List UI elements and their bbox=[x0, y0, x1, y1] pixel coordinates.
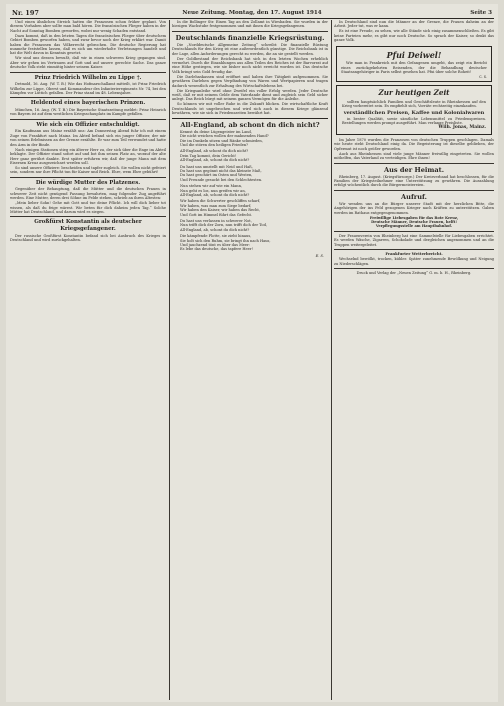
poem-line: Nun trifft dich der Zorn, nun trifft dich der Tod, bbox=[180, 223, 268, 228]
article-paragraph: Im Jahre 1870 wurden die Franzosen von deutschen Truppen geschlagen. Damals wie heute steht Deutschland einig da. Die Begeisterung ist dieselbe geblieben, der Opfermut ist noch größer geworden. bbox=[334, 137, 494, 151]
ad-signature: Wilh. Jonas, Mainz. bbox=[438, 125, 486, 131]
article-paragraph: Die Darlehnskassen sind eröffnet und haben ihre Tätigkeit aufgenommen. Sie gewähren Darlehen gegen Verpfändung von Waren und Wertpapieren und tragen dadurch wesentlich zur Erhaltung des Wirtschaftslebens bei. bbox=[172, 74, 328, 88]
poem-line: All-England, ab, schont du dich nicht? bbox=[180, 227, 250, 232]
issue-number: Nr. 197 bbox=[12, 9, 39, 17]
poem-line: Du hast uns umstellt mit Neid und Haß, bbox=[180, 164, 253, 169]
masthead-dateline: Neue Zeitung. Montag, den 17. August 1914 bbox=[182, 10, 322, 16]
ad-headline: Zur heutigen Zeit bbox=[378, 88, 450, 98]
poem-signature: E. S. bbox=[315, 253, 324, 258]
poem-line: Die nicht weichen wollen der mahnenden Hand? bbox=[180, 134, 269, 139]
poem-line: Kennst du deine Lügengeister im Land, bbox=[180, 129, 252, 134]
article-paragraph: Rheinberg, 17. August. (Kriegsfürsorge.) Der Kreisverband hat beschlossen, für die Familien der Kriegsteilnehmer eine Unterstützung zu gewähren. Die Auszahlung erfolgt wöchentlich durch die Bürgermeistereien. bbox=[334, 174, 494, 188]
article-headline: Aus der Heimat. bbox=[383, 165, 444, 174]
column-2 bbox=[172, 20, 328, 700]
poem-stanza bbox=[180, 165, 328, 183]
poem-line: All-England, ab schont du dich nicht? bbox=[180, 149, 249, 154]
article-paragraph: Die „Norddeutsche Allgemeine Zeitung“ schreibt: Die finanzielle Rüstung Deutschlands für den Krieg ist eine außerordentlich günstige. Die Reichsbank ist in der Lage, allen Anforderungen gerecht zu werden, die an sie gestellt werden. bbox=[172, 42, 328, 56]
poem-line: Du hast uns verlassen in schwerer Not, bbox=[180, 219, 252, 223]
article-headline: Die würdige Mutter des Platzenes. bbox=[35, 179, 141, 186]
article-paragraph: Der russische Großfürst Konstantin befand sich bei Ausbruch des Krieges in Deutschland und wird zurückgehalten. bbox=[10, 233, 166, 242]
poem-line: Nun geht es los, nun greifen wir an, bbox=[180, 188, 246, 193]
article-paragraph: Wechselnd bewölkt, trocken, kühler. Später zunehmende Bewölkung und Neigung zu Niederschlägen. bbox=[334, 257, 494, 266]
article-paragraph: „Mein lieber Sohn! Gehe mit Gott und tue deine Pflicht. Ich will dich lieber tot wissen, als daß du feige wärest. Wir beten für dich daheim jeden Tag.“ Solche Mütter hat Deutschland, und darum wird es siegen. bbox=[10, 201, 166, 214]
poem-line: Die kämpfende Flotte, sie zieht hinaus, bbox=[180, 234, 252, 239]
poem-line: Und jauchzend tönt es über das Meer: bbox=[180, 243, 250, 248]
notice-line: Verpflegungsstelle am Hauptbahnhof. bbox=[375, 224, 453, 229]
poem-stanza bbox=[180, 219, 328, 232]
notice-headline: Pfui Deiwel! bbox=[386, 49, 442, 60]
article-paragraph: Die Kriegsanleihe wird ohne Zweifel ein voller Erfolg werden. Jeder Deutsche weiß, daß er mit seinem Gelde dem Vaterlande dient und zugleich sein Geld sicher anlegt. Das Reich bürgt mit seinem ganzen Vermögen für die Anleihe. bbox=[172, 88, 328, 102]
article-paragraph: Auch aus Rheinhessen sind viele junge Männer freiwillig eingetreten. Sie wollen mithelfen, das Vaterland zu verteidigen. Ehre ihnen! bbox=[334, 151, 494, 161]
ad-text: in bester Qualität, sowie sämtliche Lebensmittel zu Friedenspreisen. Bestellungen werden prompt ausgeführt. Man verlange Preisliste. bbox=[342, 116, 486, 126]
newspaper-page bbox=[6, 4, 498, 702]
poem-line: Wir haben, was man zum Siege bedarf, bbox=[180, 203, 252, 208]
poem-line: All-England, ab, schont du dich nicht? bbox=[180, 192, 250, 197]
poem-line: Und die stören den heiligen Frieden? bbox=[180, 142, 249, 147]
notice-signature: C. S. bbox=[479, 74, 487, 79]
page-header bbox=[10, 7, 494, 19]
ad-text: sollten hauptsächlich Familien und Geschäftsleute in Rheinhessen auf den Krieg vorbereitet sein. Es empfiehlt sich, Vorräte rechtzeitig einzukaufen. bbox=[342, 99, 486, 109]
imprint: Druck und Verlag der „Neuen Zeitung“ G. m. b. H., Rheinberg. bbox=[356, 271, 472, 276]
article-paragraph: Nach einigen Stationen stieg ein älterer Herr zu, der sich über die Enge im Abteil beklagte. Der Offizier stand sofort auf und bot ihm seinen Platz an, worauf der alte Herr ganz gerührt dankte. Erst später erfuhren wir, daß der junge Mann mit dem Eisernen Kreuz ausgezeichnet werden soll. bbox=[10, 147, 166, 165]
poem-stanza bbox=[180, 184, 328, 197]
article-paragraph: Detmold, 16. Aug. (W. T. B.) Wie das Hofmarschallamt mitteilt, ist Prinz Friedrich Wilhelm zur Lippe, Oberst und Kommandeur des Infanterieregiments Nr. 74, bei den Kämpfen vor Lüttich gefallen. Der Prinz stand im 48. Lebensjahre. bbox=[10, 82, 166, 96]
article-headline: Aufruf. bbox=[401, 192, 427, 201]
poem-line: Nun stehen wir auf wie ein Mann, bbox=[180, 184, 243, 189]
article-headline: Prinz Friedrich Wilhelm zu Lippe †. bbox=[34, 74, 142, 81]
poem-line: Du hast uns gegönnt nicht das kleinste Maß, bbox=[180, 168, 262, 173]
article-paragraph: München, 16. Aug. (W. T. B.) Die Bayerische Staatszeitung meldet: Prinz Heinrich von Bayern ist auf dem westlichen Kriegsschauplatz im Kampfe gefallen. bbox=[10, 108, 166, 117]
article-paragraph: Ein Kaufmann aus Mainz erzählt uns: Am Donnerstag Abend fuhr ich mit einem Zuge von Frankfurt nach Mainz. Im Abteil befand sich ein junger Offizier, der mir von seinen Erlebnissen an der Grenze erzählte. Er war zum Teil verwundet und hatte den Arm in der Binde. bbox=[10, 129, 166, 147]
article-headline: Deutschlands finanzielle Kriegsrüstung. bbox=[175, 33, 325, 42]
article-paragraph: Der Goldbestand der Reichsbank hat sich in den letzten Wochen erheblich vermehrt. Durch die Einzahlungen aus allen Teilen des Reiches ist der Barvorrat auf eine Höhe gestiegen, wie sie bisher noch nicht erreicht worden ist. Das deutsche Volk bringt sein Gold freudig dar. bbox=[172, 56, 328, 74]
poem-line: Es lebe das deutsche, das tapfere Heer! bbox=[180, 247, 253, 252]
poem-line: Wir haben die Schwerter geschliffen scharf, bbox=[180, 199, 261, 204]
poem-line: All-England, ab, schont du dich nicht? bbox=[180, 158, 250, 163]
page-number: Seite 3 bbox=[470, 10, 492, 16]
ad-highlight: verständlichen Preisen, Kaffee und Kolonialwaren bbox=[343, 109, 485, 116]
article-paragraph: So können wir mit voller Ruhe in die Zukunft blicken. Die wirtschaftliche Kraft Deutschlands ist ungebrochen und wird sich auch in diesem Kriege glänzend bewähren, wie sie sich in Friedenszeiten bewährt hat. bbox=[172, 102, 328, 116]
poem-line: Und Freunde gesucht bei den Schlechtesten. bbox=[180, 177, 263, 182]
article-paragraph: Wir sind uns dessen bewußt, daß wir in einen schweren Krieg gegangen sind. Aber wir gehen im Vertrauen auf Gott und auf unsere gerechte Sache. Das ganze deutsche Volk steht einmütig hinter seinem Kaiser. bbox=[10, 56, 166, 70]
poem-title: All-England, ab schont dn dich nicht? bbox=[180, 120, 320, 129]
article-paragraph: Es ist eine Freude, zu sehen, wie alle Stände sich einig zusammenschließen. Es gibt keine Parteien mehr, es gibt nur noch Deutsche. So sprach der Kaiser, so denkt das ganze Volk. bbox=[334, 29, 494, 43]
poem-line: Die im Dunkeln sitzen und Ränke schmieden, bbox=[180, 138, 263, 143]
poem bbox=[172, 130, 328, 252]
column-3 bbox=[334, 20, 494, 700]
column-1 bbox=[10, 20, 166, 700]
article-paragraph: So sind unsere Offiziere: bescheiden und tapfer zugleich. Sie wollen nicht gefeiert sein, sondern nur ihre Pflicht tun für Kaiser und Reich. Ehre, wem Ehre gebührt! bbox=[10, 165, 166, 175]
article-paragraph: Wir wenden uns an die Bürger unserer Stadt mit der herzlichen Bitte, die Angehörigen der ins Feld gezogenen Krieger nach Kräften zu unterstützen. Gaben werden im Rathaus entgegengenommen. bbox=[334, 201, 494, 215]
poem-stanza bbox=[180, 199, 328, 217]
article-headline: Wie sich ein Offizier entschuldigt. bbox=[36, 121, 140, 128]
poem-line: Sie holt sich den Ruhm, sie bringt ihn nach Haus, bbox=[180, 238, 271, 243]
article-paragraph: Und einen ähnlichen Streich hatten die Franzosen schon früher geplant. Von diesem Vorhaben aber sollte man bald hören. Die französischen Flieger haben in der Nacht auf Sonntag Bomben geworfen, wobei nur wenig Schaden entstand. bbox=[10, 20, 166, 33]
notice-line: Freiwillige Liebesgaben für das Rote Kreuz, bbox=[369, 215, 459, 220]
poem-line: Du hast geschürt im Osten und Westen, bbox=[180, 173, 253, 178]
article-paragraph: In Deutschland sind nun die Männer an der Grenze, die Frauen daheim an der Arbeit. Jeder tut, was er kann. bbox=[334, 20, 494, 29]
notice-text: Wie man in Frankreich mit den Gefangenen umgeht, das zeigt ein Bericht eines zurückgekehrten Reisenden, der die Behandlung deutscher Staatsangehöriger in Paris selbst gesehen hat. Pfui über solche Roheit! bbox=[341, 61, 487, 74]
article-paragraph: Der Frauenverein von Rheinberg hat eine Sammelstelle für Liebesgaben errichtet. Es werden Wäsche, Zigarren, Schokolade und dergleichen angenommen und an die Truppen weitergeleitet. bbox=[334, 233, 494, 247]
article-headline: Heldentod eines bayerischen Prinzen. bbox=[30, 100, 146, 107]
poem-line: Und Gott im Himmel führt das Gefecht. bbox=[180, 212, 253, 217]
column-rule bbox=[331, 20, 332, 700]
article-headline: Großfürst Konstantin als deutscher Kriegsgefangener. bbox=[34, 219, 142, 232]
poem-stanza bbox=[180, 130, 328, 148]
poem-stanza bbox=[180, 234, 328, 252]
notice-line: Deutsche Männer, Deutsche Frauen, helft! bbox=[371, 219, 457, 224]
article-paragraph: In die Bollinger Str. Einen Tag an den Zollamt in Wiesbaden. Sie wurden in der hiesigen Wachstube festgenommen und mit ihnen die Kriegsgefangenen. bbox=[172, 20, 328, 29]
advertisement bbox=[336, 85, 492, 135]
article-paragraph: Dazu kommt, daß in den letzten Tagen die französischen Flieger über deutschem Gebiet Bomben geworfen haben, und zwar bevor noch der Krieg erklärt war. Damit haben die Franzosen das Völkerrecht gebrochen. Die deutsche Regierung hat nunmehr feststellen lassen, daß es sich um wiederholte Verletzungen handelt und hat die Welt davon in Kenntnis gesetzt. bbox=[10, 33, 166, 56]
article-paragraph: Gegenüber der Behauptung, daß die Mütter und die deutschen Frauen in schwerer Zeit nicht genügend Fassung bewahrten, mag folgender Zug angeführt werden. Eine Mutter, deren drei Söhne im Felde stehen, schrieb an ihren Ältesten: bbox=[10, 187, 166, 201]
boxed-notice bbox=[336, 46, 492, 83]
column-rule bbox=[169, 20, 170, 700]
poem-line: Dein Tag kommt, dein Gericht! bbox=[180, 153, 237, 158]
section-subheading: Frankfurter Wetterbericht. bbox=[385, 250, 443, 256]
poem-line: Wir haben den Kaiser, wir haben das Recht, bbox=[180, 208, 261, 213]
poem-stanza bbox=[180, 149, 328, 162]
